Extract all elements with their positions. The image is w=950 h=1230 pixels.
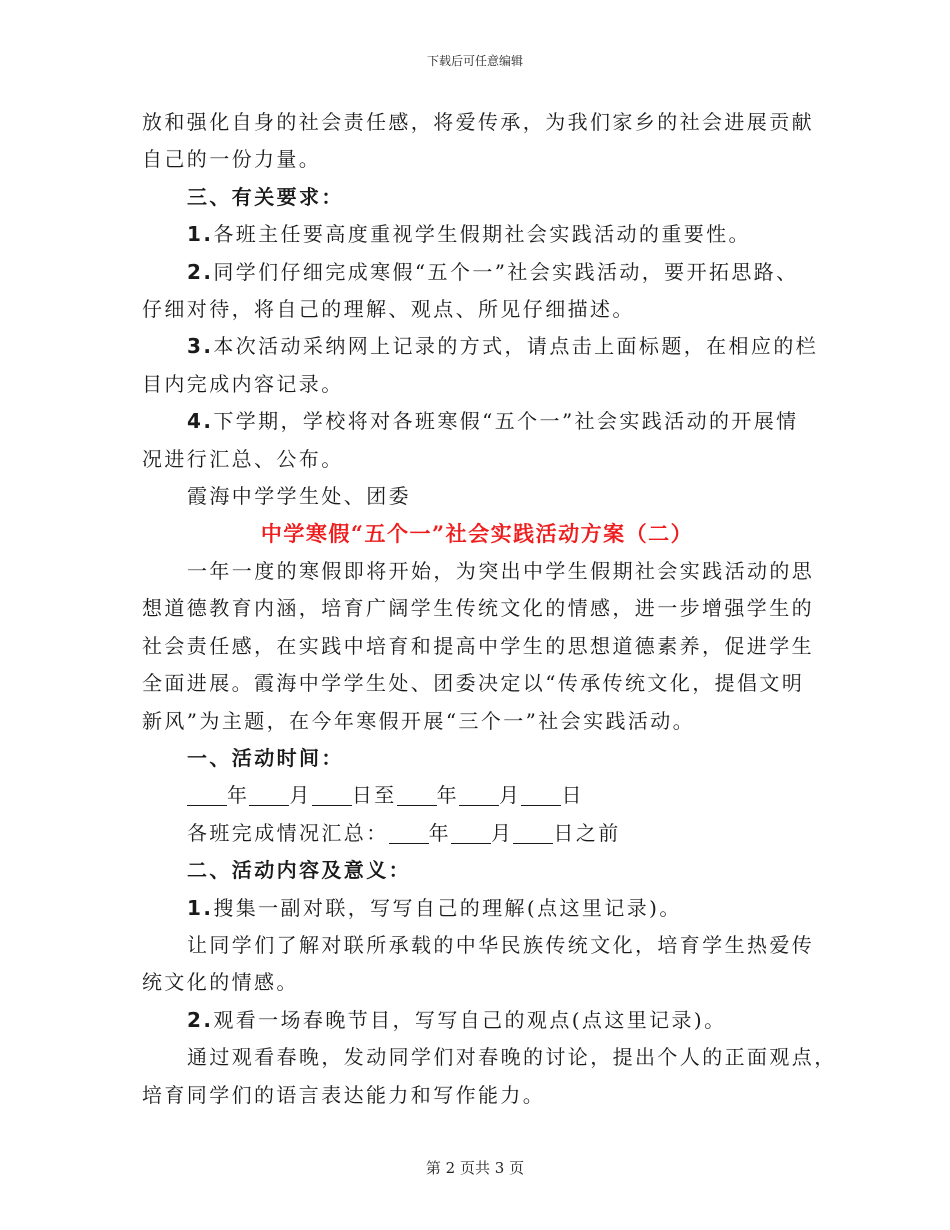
requirement-item: 4.下学期，学校将对各班寒假“五个一”社会实践活动的开展情 [187,409,799,434]
item-number: 3. [187,334,214,359]
requirement-item: 3.本次活动采纳网上记录的方式，请点击上面标题，在相应的栏 [187,334,819,359]
signature-line: 霞海中学学生处、团委 [187,484,411,509]
section-heading: 二、活动内容及意义： [187,858,411,883]
item-number: 1. [187,222,214,247]
date-range-line: 年 月 日至 年 月 日 [142,777,812,814]
activity-item: 2.观看一场春晚节目，写写自己的观点(点这里记录)。 [187,1007,727,1032]
blank-field [312,783,352,806]
page-header: 下载后可任意编辑 [426,54,523,68]
activity-item: 1.搜集一副对联，写写自己的理解(点这里记录)。 [187,895,682,920]
paragraph-line: 放和强化自身的社会责任感，将爱传承，为我们家乡的社会进展贡献 [142,110,814,134]
blank-field [249,783,289,806]
paragraph-line: 一年一度的寒假即将开始，为突出中学生假期社会实践活动的思 [187,558,815,583]
page-footer: 第 2 页共 3 页 [425,1159,525,1177]
section-heading: 三、有关要求： [187,184,344,209]
blank-field [513,821,553,844]
blank-field [397,783,437,806]
paragraph-line: 自己的一份力量。 [142,147,322,172]
paragraph-line: 统文化的情感。 [142,970,299,995]
paragraph-line: 仔细对待，将自己的理解、观点、所见仔细描述。 [142,297,635,322]
blank-field [389,821,429,844]
paragraph-line: 新风”为主题，在今年寒假开展“三个一”社会实践活动。 [142,708,696,733]
blank-field [459,783,499,806]
paragraph-line: 培育同学们的语言表达能力和写作能力。 [142,1082,546,1107]
paragraph-line: 通过观看春晚，发动同学们对春晚的讨论，提出个人的正面观点， [187,1045,837,1070]
section-title: 中学寒假“五个一”社会实践活动方案（二） [260,521,694,547]
paragraph-line: 目内完成内容记录。 [142,371,344,396]
requirement-item: 1.各班主任要高度重视学生假期社会实践活动的重要性。 [187,222,751,247]
paragraph-line: 况进行汇总、公布。 [142,446,344,471]
item-number: 1. [187,895,214,920]
paragraph-line: 全面进展。霞海中学学生处、团委决定以“传承传统文化，提倡文明 [142,671,805,696]
blank-field [187,783,227,806]
blank-field [521,783,561,806]
requirement-item: 2.同学们仔细完成寒假“五个一”社会实践活动，要开拓思路、 [187,259,799,284]
paragraph-line: 让同学们了解对联所承载的中华民族传统文化，培育学生热爱传 [187,932,815,957]
blank-field [451,821,491,844]
item-number: 2. [187,259,214,284]
section-heading: 一、活动时间： [187,745,344,770]
paragraph-line: 想道德教育内涵，培育广阔学生传统文化的情感，进一步增强学生的 [142,596,814,621]
deadline-line: 各班完成情况汇总： 年 月 日之前 [187,820,621,845]
document-body [142,104,837,1114]
paragraph-line: 社会责任感，在实践中培育和提高中学生的思想道德素养，促进学生 [142,633,814,658]
item-number: 2. [187,1007,214,1032]
item-number: 4. [187,409,214,434]
